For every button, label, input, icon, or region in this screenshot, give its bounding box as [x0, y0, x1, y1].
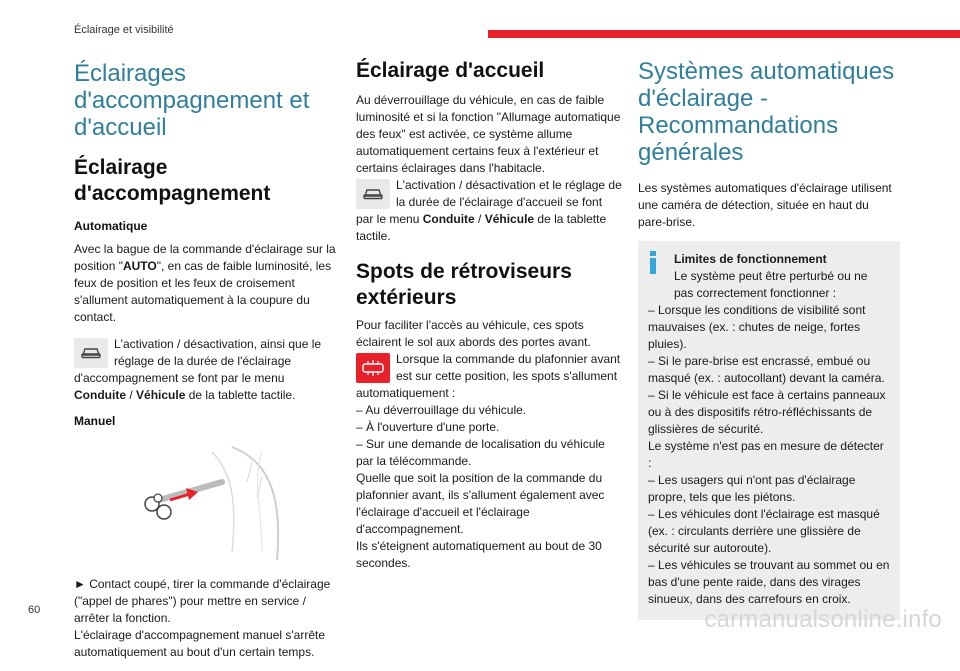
- page-number: 60: [28, 604, 41, 616]
- list-item: – Lorsque les conditions de visibilité sont mauvaises (ex. : chutes de neige, fortes pluies).: [648, 303, 866, 351]
- list-item: – Si le véhicule est face à certains panneaux ou à des dispositifs rétro-réfléchissants de glissières de sécurité.: [648, 388, 886, 436]
- lighting-stalk-illustration: [112, 442, 292, 562]
- paragraph-spots-accueil: Quelle que soit la position de la commande du plafonnier avant, ils s'allument également avec l'éclairage d'accueil et l'éclairage d'accompagnement.: [356, 471, 605, 536]
- info-box-intro-2: Le système n'est pas en mesure de détecter :: [648, 439, 884, 470]
- paragraph-spots: Pour faciliter l'accès au véhicule, ces spots éclairent le sol aux abords des portes avant.: [356, 318, 591, 349]
- info-box-limites: [638, 241, 900, 620]
- paragraph-menu-accompagnement: L'activation / désactivation, ainsi que le réglage de la durée de l'éclairage d'accompagnement se font par le menu Conduite / Véhicule de la tablette tactile.: [74, 337, 322, 402]
- list-item: – Au déverrouillage du véhicule.: [356, 403, 527, 417]
- paragraph-manuel-2: L'éclairage d'accompagnement manuel s'arrête automatiquement au bout d'un certain temps.: [74, 628, 326, 659]
- paragraph-camera: Les systèmes automatiques d'éclairage utilisent une caméra de détection, située en haut du pare-brise.: [638, 181, 892, 229]
- info-box-intro: Le système peut être perturbé ou ne pas correctement fonctionner :: [674, 269, 868, 300]
- column-right: [638, 58, 900, 620]
- heading-spots-retroviseurs: Spots de rétroviseurs extérieurs: [356, 260, 572, 309]
- paragraph-spots-extinction: Ils s'éteignent automatiquement au bout de 30 secondes.: [356, 539, 602, 570]
- paragraph-manuel-1: ► Contact coupé, tirer la commande d'éclairage ("appel de phares") pour mettre en service / arrêter la fonction.: [74, 577, 331, 625]
- list-spots: [356, 402, 622, 470]
- paragraph-plafonnier: Lorsque la commande du plafonnier avant est sur cette position, les spots s'allument automatiquement :: [356, 352, 621, 400]
- list-item: – Sur une demande de localisation du véhicule par la télécommande.: [356, 437, 605, 468]
- section-title-systemes-automatiques: Systèmes automatiques d'éclairage - Recommandations générales: [638, 58, 895, 166]
- paragraph-accueil: Au déverrouillage du véhicule, en cas de faible luminosité et si la fonction "Allumage automatique des feux" est activée, ce système allume automatiquement certains feux à l'extérieur et certains éclairages dans l'habitacle.: [356, 93, 621, 175]
- subheading-manuel: Manuel: [74, 414, 116, 428]
- info-icon: [648, 251, 658, 273]
- column-middle: [356, 58, 622, 582]
- list-item: – À l'ouverture d'une porte.: [356, 420, 500, 434]
- subheading-automatique: Automatique: [74, 219, 148, 233]
- list-item: – Si le pare-brise est encrassé, embué ou masqué (ex. : autocollant) devant la caméra.: [648, 354, 885, 385]
- info-box-heading: Limites de fonctionnement: [674, 252, 827, 266]
- section-title-accompagnement-accueil: Éclairages d'accompagnement et d'accueil: [74, 60, 310, 141]
- header-title: Éclairage et visibilité: [74, 24, 174, 36]
- header-accent-bar: [488, 30, 960, 38]
- list-item: – Les véhicules dont l'éclairage est masqué (ex. : circulants derrière une glissière de sécurité sur autoroute).: [648, 507, 880, 555]
- door-light-icon: [356, 353, 390, 383]
- paragraph-menu-accueil: L'activation / désactivation et le réglage de la durée de l'éclairage d'accueil se font par le menu Conduite / Véhicule de la tablette tactile.: [356, 178, 622, 243]
- list-item: – Les usagers qui n'ont pas d'éclairage propre, tels que les piétons.: [648, 473, 856, 504]
- car-settings-icon: [356, 179, 390, 209]
- paragraph-automatique: Avec la bague de la commande d'éclairage sur la position "AUTO", en cas de faible luminosité, les feux de position et les feux de croisement s'allument automatiquement à la coupure du contact.: [74, 242, 336, 324]
- list-item: – Les véhicules se trouvant au sommet ou en bas d'une pente raide, dans des virages sinueux, dans des carrefours en croix.: [648, 558, 890, 606]
- watermark: carmanualsonline.info: [704, 606, 942, 633]
- heading-eclairage-accompagnement: Éclairage d'accompagnement: [74, 156, 271, 205]
- column-left: [74, 58, 336, 671]
- car-settings-icon: [74, 338, 108, 368]
- heading-eclairage-accueil: Éclairage d'accueil: [356, 59, 545, 82]
